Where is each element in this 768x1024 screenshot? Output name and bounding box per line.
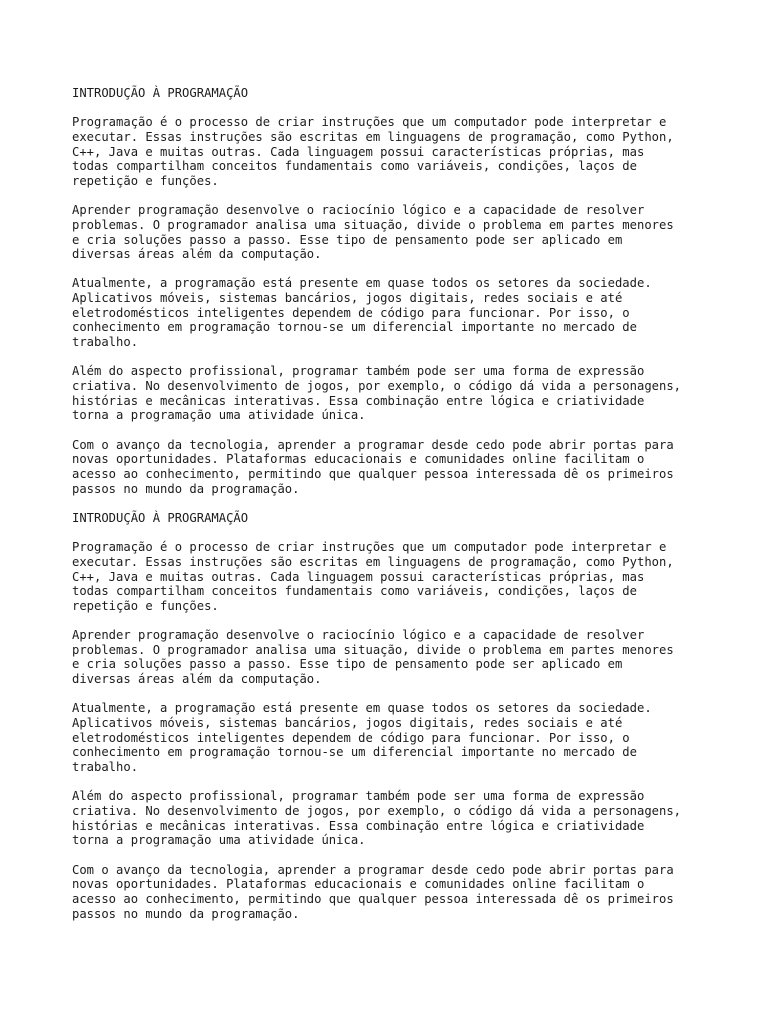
paragraph: Com o avanço da tecnologia, aprender a programar desde cedo pode abrir portas para novas oportunidades. Plataformas educacionais e comunidades online facilitam o acesso ao conhecimento, permitindo que qualquer pessoa interessada dê os primeiros passos no mundo da programação. <box>72 862 674 921</box>
document-section-1 <box>72 86 712 496</box>
paragraph: Com o avanço da tecnologia, aprender a programar desde cedo pode abrir portas para novas oportunidades. Plataformas educacionais e comunidades online facilitam o acesso ao conhecimento, permitindo que qualquer pessoa interessada dê os primeiros passos no mundo da programação. <box>72 437 674 496</box>
paragraph: Programação é o processo de criar instruções que um computador pode interpretar e executar. Essas instruções são escritas em linguagens de programação, como Python, C++, Java e muitas outras. Cada linguagem possui características próprias, mas todas compartilham conceitos fundamentais como variáveis, condições, laços de repetição e funções. <box>72 115 674 188</box>
paragraph: Programação é o processo de criar instruções que um computador pode interpretar e executar. Essas instruções são escritas em linguagens de programação, como Python, C++, Java e muitas outras. Cada linguagem possui características próprias, mas todas compartilham conceitos fundamentais como variáveis, condições, laços de repetição e funções. <box>72 540 674 613</box>
section-title: INTRODUÇÃO À PROGRAMAÇÃO <box>72 510 249 525</box>
document-page <box>72 86 712 936</box>
paragraph: Além do aspecto profissional, programar também pode ser uma forma de expressão criativa. No desenvolvimento de jogos, por exemplo, o código dá vida a personagens, histórias e mecânicas interativas. Essa combinação entre lógica e criatividade torna a programação uma atividade única. <box>72 789 682 848</box>
paragraph: Atualmente, a programação está presente em quase todos os setores da sociedade. Aplicativos móveis, sistemas bancários, jogos digitais, redes sociais e até eletrodomésticos inteligentes dependem de código para funcionar. Por isso, o conhecimento em programação tornou-se um diferencial importante no mercado de trabalho. <box>72 276 652 350</box>
paragraph: Atualmente, a programação está presente em quase todos os setores da sociedade. Aplicativos móveis, sistemas bancários, jogos digitais, redes sociais e até eletrodomésticos inteligentes dependem de código para funcionar. Por isso, o conhecimento em programação tornou-se um diferencial importante no mercado de trabalho. <box>72 701 652 775</box>
paragraph: Aprender programação desenvolve o raciocínio lógico e a capacidade de resolver problemas. O programador analisa uma situação, divide o problema em partes menores e cria soluções passo a passo. Esse tipo de pensamento pode ser aplicado em diversas áreas além da computação. <box>72 203 674 262</box>
paragraph: Além do aspecto profissional, programar também pode ser uma forma de expressão criativa. No desenvolvimento de jogos, por exemplo, o código dá vida a personagens, histórias e mecânicas interativas. Essa combinação entre lógica e criatividade torna a programação uma atividade única. <box>72 364 682 423</box>
document-section-2 <box>72 511 712 921</box>
paragraph: Aprender programação desenvolve o raciocínio lógico e a capacidade de resolver problemas. O programador analisa uma situação, divide o problema em partes menores e cria soluções passo a passo. Esse tipo de pensamento pode ser aplicado em diversas áreas além da computação. <box>72 628 674 687</box>
section-title: INTRODUÇÃO À PROGRAMAÇÃO <box>72 86 249 100</box>
